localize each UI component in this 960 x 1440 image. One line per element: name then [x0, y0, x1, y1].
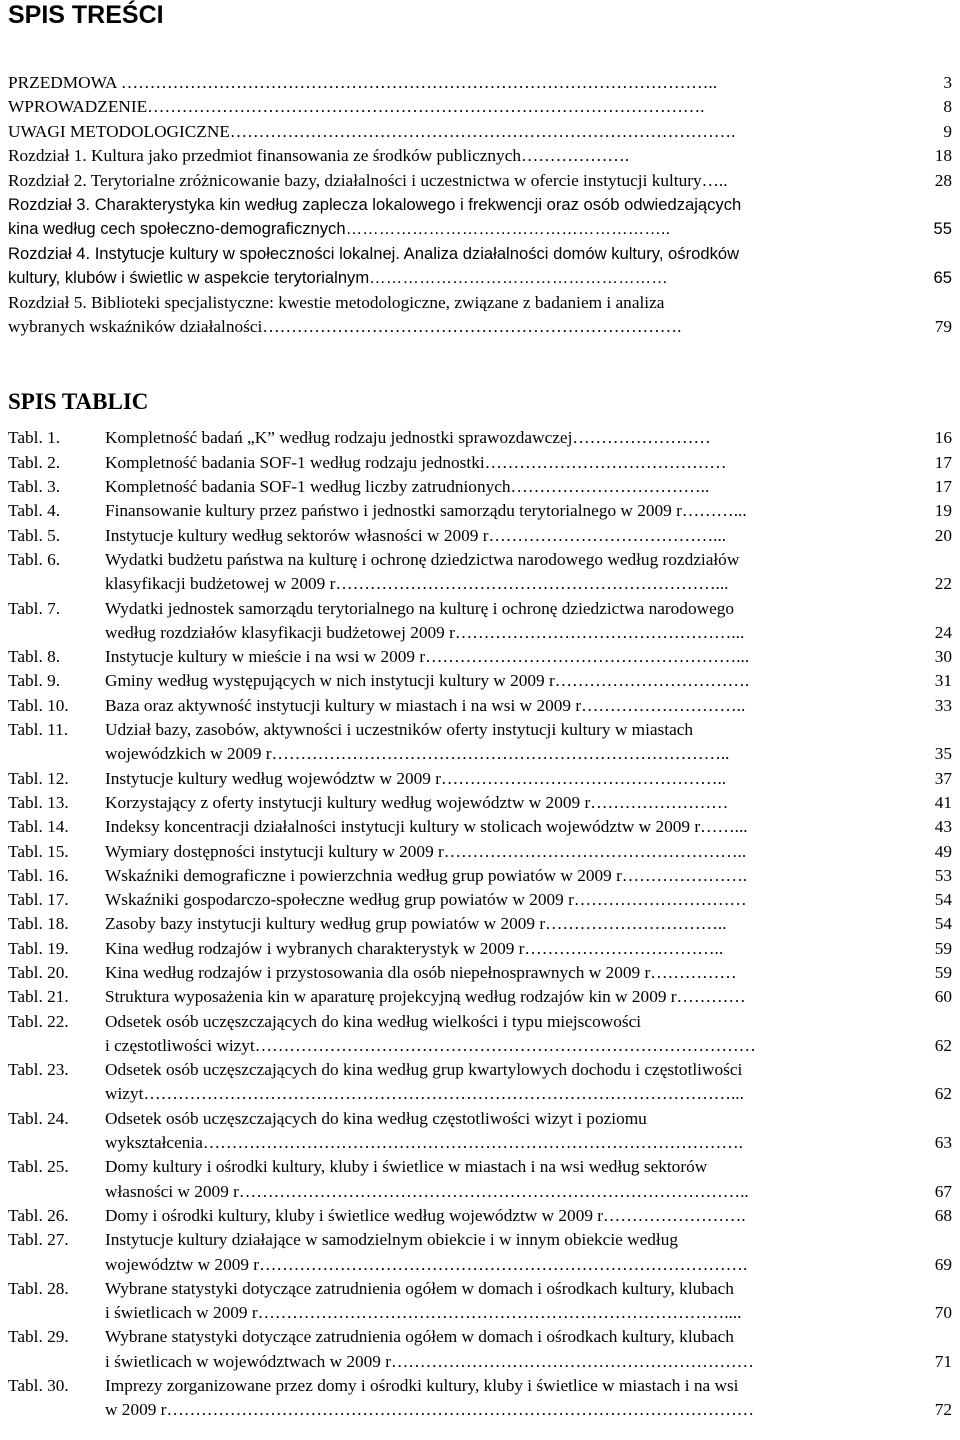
- table-entry-line: [105, 1155, 952, 1179]
- table-entry-body: [105, 499, 952, 523]
- table-list-item[interactable]: [8, 597, 952, 646]
- table-page-number: 24: [934, 622, 952, 642]
- table-entry-line: [105, 1228, 952, 1252]
- toc-page-number: 28: [934, 170, 952, 190]
- table-entry-text: Odsetek osób uczęszczających do kina według częstotliwości wizyt i poziomu: [105, 1108, 647, 1128]
- table-number: Tabl. 22.: [8, 1011, 69, 1031]
- table-entry-line: [105, 548, 952, 572]
- toc-page-number: 79: [934, 317, 952, 337]
- table-entry-text: Domy i ośrodki kultury, kluby i świetlice według województw w 2009 r…………………….: [105, 1205, 746, 1225]
- table-number: Tabl. 20.: [8, 963, 69, 982]
- toc-entry[interactable]: [8, 291, 952, 315]
- table-entry-line: [105, 791, 952, 815]
- table-page-number: 53: [934, 865, 952, 885]
- table-number: Tabl. 9.: [8, 671, 61, 691]
- table-entry-body: [105, 1155, 952, 1204]
- table-entry-text: Instytucje kultury według województw w 2009 r…………………………………………..: [105, 768, 727, 788]
- table-list-item[interactable]: [8, 1010, 952, 1059]
- table-number: Tabl. 24.: [8, 1108, 69, 1128]
- table-list-item[interactable]: [8, 426, 952, 450]
- toc-entry[interactable]: [8, 217, 952, 241]
- table-page-number: 63: [934, 1133, 952, 1153]
- table-entry-line: [105, 426, 952, 450]
- table-entry-line: [105, 1277, 952, 1301]
- table-page-number: 17: [934, 452, 952, 472]
- table-entry-text: Korzystający z oferty instytucji kultury według województw w 2009 r……………………: [105, 792, 729, 812]
- table-list-item[interactable]: [8, 961, 952, 985]
- table-entry-body: [105, 451, 952, 475]
- table-entry-text: Imprezy zorganizowane przez domy i ośrodki kultury, kluby i świetlice w miastach i na wsi: [105, 1376, 739, 1396]
- table-entry-line: [105, 1034, 952, 1058]
- table-list-item[interactable]: [8, 1155, 952, 1204]
- table-page-number: 17: [934, 477, 952, 497]
- toc-entry[interactable]: [8, 266, 952, 290]
- table-entry-text: Instytucje kultury w mieście i na wsi w 2009 r………………………………………………...: [105, 647, 750, 667]
- table-list-item[interactable]: [8, 767, 952, 791]
- table-page-number: 41: [934, 792, 952, 812]
- table-list-item[interactable]: [8, 475, 952, 499]
- table-entry-body: [105, 694, 952, 718]
- table-list-item[interactable]: [8, 1204, 952, 1228]
- table-page-number: 30: [934, 647, 952, 667]
- table-entry-line: [105, 985, 952, 1009]
- toc-entry-text: wybranych wskaźników działalności……………………………………………………………….: [8, 317, 682, 337]
- toc-entry-text: kultury, klubów i świetlic w aspekcie terytorialnym………………………………………………: [8, 268, 668, 288]
- toc-entry[interactable]: [8, 144, 952, 168]
- table-entry-text: Baza oraz aktywność instytucji kultury w miastach i na wsi w 2009 r………………………..: [105, 695, 746, 715]
- toc-entry[interactable]: [8, 193, 952, 217]
- table-entry-line: [105, 961, 952, 985]
- table-number: Tabl. 15.: [8, 841, 69, 861]
- table-entry-text: Odsetek osób uczęszczających do kina według wielkości i typu miejscowości: [105, 1011, 642, 1031]
- table-number: Tabl. 26.: [8, 1205, 69, 1225]
- table-entry-line: [105, 888, 952, 912]
- table-number: Tabl. 18.: [8, 914, 69, 934]
- table-entry-text: i częstotliwości wizyt……………………………………………………………………………: [105, 1035, 756, 1055]
- table-entry-text: Finansowanie kultury przez państwo i jednostki samorządu terytorialnego w 2009 r………...: [105, 501, 747, 521]
- table-entry-text: Kina według rodzajów i wybranych charakterystyk w 2009 r……………………………..: [105, 938, 724, 958]
- table-entry-body: [105, 1204, 952, 1228]
- table-entry-line: [105, 742, 952, 766]
- table-entry-line: [105, 572, 952, 596]
- table-entry-text: klasyfikacji budżetowej w 2009 r…………………………………………………………...: [105, 574, 729, 594]
- table-entry-body: [105, 669, 952, 693]
- table-entry-text: Wymiary dostępności instytucji kultury w 2009 r……………………………………………..: [105, 841, 747, 861]
- table-entry-text: Wskaźniki demograficzne i powierzchnia według grup powiatów w 2009 r………………….: [105, 865, 748, 885]
- table-list-item[interactable]: [8, 888, 952, 912]
- table-entry-text: według rozdziałów klasyfikacji budżetowej 2009 r…………………………………………...: [105, 622, 745, 642]
- table-entry-text: wizyt…………………………………………………………………………………………...: [105, 1084, 744, 1104]
- table-entry-line: [105, 1180, 952, 1204]
- table-number: Tabl. 5.: [8, 525, 61, 545]
- toc-entry[interactable]: [8, 169, 952, 193]
- table-entry-body: [105, 1107, 952, 1156]
- table-number: Tabl. 16.: [8, 865, 69, 885]
- table-number: Tabl. 14.: [8, 817, 69, 837]
- table-entry-body: [105, 718, 952, 767]
- table-entry-line: [105, 767, 952, 791]
- table-entry-body: [105, 985, 952, 1009]
- tables-list: [8, 426, 952, 1422]
- table-entry-text: Odsetek osób uczęszczających do kina według grup kwartylowych dochodu i częstotliwości: [105, 1060, 743, 1080]
- toc-entry-text: PRZEDMOWA …………………………………………………………………………………………..: [8, 73, 718, 92]
- table-page-number: 35: [934, 744, 952, 764]
- table-list-item[interactable]: [8, 548, 952, 597]
- table-entry-line: [105, 524, 952, 548]
- table-page-number: 54: [934, 890, 952, 910]
- table-entry-body: [105, 767, 952, 791]
- table-page-number: 20: [934, 525, 952, 545]
- table-of-contents: [8, 71, 952, 339]
- table-entry-line: [105, 597, 952, 621]
- table-entry-text: Kompletność badania SOF-1 według rodzaju jednostki……………………………………: [105, 452, 727, 472]
- table-entry-body: [105, 645, 952, 669]
- toc-page-number: 18: [934, 146, 952, 166]
- table-entry-body: [105, 1374, 952, 1423]
- toc-entry-text: kina według cech społeczno-demograficznych…………………………………………………..: [8, 219, 671, 239]
- toc-entry[interactable]: [8, 315, 952, 339]
- table-entry-line: [105, 718, 952, 742]
- table-entry-body: [105, 864, 952, 888]
- table-number: Tabl. 7.: [8, 598, 61, 618]
- table-page-number: 62: [934, 1035, 952, 1055]
- table-number: Tabl. 29.: [8, 1327, 69, 1347]
- table-entry-line: [105, 1350, 952, 1374]
- toc-page-number: 55: [933, 219, 952, 239]
- table-page-number: 37: [934, 768, 952, 788]
- table-list-item[interactable]: [8, 718, 952, 767]
- table-entry-text: Wybrane statystyki dotyczące zatrudnienia ogółem w domach i ośrodkach kultury, klubach: [105, 1278, 734, 1298]
- table-page-number: 68: [934, 1205, 952, 1225]
- table-number: Tabl. 11.: [8, 720, 69, 740]
- table-entry-body: [105, 888, 952, 912]
- table-list-item[interactable]: [8, 1228, 952, 1277]
- table-entry-body: [105, 912, 952, 936]
- table-page-number: 60: [934, 987, 952, 1007]
- table-entry-line: [105, 1204, 952, 1228]
- table-page-number: 72: [934, 1400, 952, 1420]
- table-entry-body: [105, 426, 952, 450]
- toc-entry[interactable]: [8, 120, 952, 144]
- table-list-item[interactable]: [8, 815, 952, 839]
- table-entry-line: [105, 840, 952, 864]
- table-number: Tabl. 13.: [8, 792, 69, 812]
- table-number: Tabl. 2.: [8, 452, 61, 472]
- toc-entry[interactable]: [8, 95, 952, 119]
- table-entry-body: [105, 1010, 952, 1059]
- table-page-number: 59: [934, 938, 952, 958]
- table-list-item[interactable]: [8, 1325, 952, 1374]
- table-number: Tabl. 12.: [8, 768, 69, 788]
- toc-entry-text: Rozdział 1. Kultura jako przedmiot finansowania ze środków publicznych……………….: [8, 146, 630, 166]
- table-page-number: 59: [934, 963, 952, 982]
- table-page-number: 69: [934, 1254, 952, 1274]
- table-number: Tabl. 17.: [8, 890, 69, 910]
- table-list-item[interactable]: [8, 937, 952, 961]
- table-entry-line: [105, 451, 952, 475]
- table-number: Tabl. 30.: [8, 1376, 69, 1396]
- table-page-number: 22: [934, 574, 952, 594]
- table-number: Tabl. 23.: [8, 1060, 69, 1080]
- table-entry-line: [105, 1325, 952, 1349]
- table-entry-text: Zasoby bazy instytucji kultury według grup powiatów w 2009 r…………………………..: [105, 914, 727, 934]
- toc-page-number: 3: [943, 73, 952, 92]
- table-list-item[interactable]: [8, 840, 952, 864]
- table-entry-body: [105, 1325, 952, 1374]
- table-page-number: 54: [934, 914, 952, 934]
- table-entry-text: i świetlicach w 2009 r………………………………………………………………………....: [105, 1303, 742, 1323]
- table-entry-body: [105, 475, 952, 499]
- table-entry-text: Indeksy koncentracji działalności instytucji kultury w stolicach województw w 2009 r……...: [105, 817, 748, 837]
- table-list-item[interactable]: [8, 499, 952, 523]
- table-entry-text: w 2009 r…………………………………………………………………………………………: [105, 1400, 755, 1420]
- table-number: Tabl. 6.: [8, 549, 61, 569]
- table-list-item[interactable]: [8, 694, 952, 718]
- table-list-item[interactable]: [8, 451, 952, 475]
- table-list-item[interactable]: [8, 864, 952, 888]
- toc-entry-text: UWAGI METODOLOGICZNE…………………………………………………………………………….: [8, 121, 736, 141]
- toc-entry[interactable]: [8, 242, 952, 266]
- table-entry-text: Wskaźniki gospodarczo-społeczne według grup powiatów w 2009 r…………………………: [105, 890, 747, 910]
- table-entry-body: [105, 524, 952, 548]
- page-title: SPIS TREŚCI: [8, 1, 164, 29]
- table-entry-text: Kompletność badań „K” według rodzaju jednostki sprawozdawczej……………………: [105, 428, 711, 448]
- table-entry-text: Gminy według występujących w nich instytucji kultury w 2009 r…………………………….: [105, 671, 750, 691]
- table-list-item[interactable]: [8, 1058, 952, 1107]
- table-page-number: 16: [934, 428, 952, 448]
- toc-page-number: 9: [943, 121, 952, 141]
- table-entry-text: wojewódzkich w 2009 r……………………………………………………………………..: [105, 744, 730, 764]
- table-entry-line: [105, 912, 952, 936]
- toc-page-number: 8: [943, 97, 952, 117]
- table-list-item[interactable]: [8, 791, 952, 815]
- table-entry-body: [105, 937, 952, 961]
- toc-entry-text: Rozdział 3. Charakterystyka kin według zaplecza lokalowego i frekwencji oraz osób odwiedzających: [8, 195, 742, 215]
- table-entry-text: Instytucje kultury działające w samodzielnym obiekcie i w innym obiekcie według: [105, 1230, 678, 1250]
- toc-entry-text: Rozdział 5. Biblioteki specjalistyczne: kwestie metodologiczne, związane z badaniem i analiza: [8, 292, 665, 312]
- table-number: Tabl. 21.: [8, 987, 69, 1007]
- table-entry-body: [105, 1228, 952, 1277]
- table-entry-line: [105, 1058, 952, 1082]
- table-page-number: 31: [934, 671, 952, 691]
- table-entry-text: i świetlicach w województwach w 2009 r………………………………………………………: [105, 1351, 754, 1371]
- table-entry-line: [105, 499, 952, 523]
- table-entry-line: [105, 1301, 952, 1325]
- table-entry-body: [105, 815, 952, 839]
- table-number: Tabl. 27.: [8, 1230, 69, 1250]
- toc-entry-text: WPROWADZENIE…………………………………………………………………………………….: [8, 97, 705, 117]
- table-entry-text: Udział bazy, zasobów, aktywności i uczestników oferty instytucji kultury w miastach: [105, 720, 694, 740]
- table-entry-text: Struktura wyposażenia kin w aparaturę projekcyjną według rodzajów kin w 2009 r…………: [105, 987, 746, 1007]
- table-entry-line: [105, 694, 952, 718]
- table-entry-body: [105, 961, 952, 985]
- table-entry-body: [105, 597, 952, 646]
- table-page-number: 71: [934, 1351, 952, 1371]
- table-entry-body: [105, 1058, 952, 1107]
- table-entry-line: [105, 1131, 952, 1155]
- table-page-number: 70: [934, 1303, 952, 1323]
- table-entry-line: [105, 815, 952, 839]
- tables-list-title: SPIS TABLIC: [8, 389, 149, 415]
- table-entry-text: Wydatki jednostek samorządu terytorialnego na kulturę i ochronę dziedzictwa narodowego: [105, 598, 735, 618]
- table-list-item[interactable]: [8, 912, 952, 936]
- table-entry-text: Instytucje kultury według sektorów własności w 2009 r…………………………………...: [105, 525, 727, 545]
- table-entry-line: [105, 937, 952, 961]
- table-entry-text: Domy kultury i ośrodki kultury, kluby i świetlice w miastach i na wsi według sektorów: [105, 1157, 708, 1177]
- table-number: Tabl. 19.: [8, 938, 69, 958]
- table-entry-text: Wydatki budżetu państwa na kulturę i ochronę dziedzictwa narodowego według rozdziałów: [105, 549, 740, 569]
- table-entry-text: wykształcenia………………………………………………………………………………….: [105, 1133, 743, 1153]
- table-list-item[interactable]: [8, 985, 952, 1009]
- table-list-item[interactable]: [8, 1277, 952, 1326]
- table-list-item[interactable]: [8, 1374, 952, 1423]
- table-entry-line: [105, 1107, 952, 1131]
- table-number: Tabl. 28.: [8, 1278, 69, 1298]
- toc-entry-text: Rozdział 4. Instytucje kultury w społeczności lokalnej. Analiza działalności domów kultury, ośrodków: [8, 243, 740, 263]
- table-entry-text: własności w 2009 r……………………………………………………………………………..: [105, 1181, 749, 1201]
- table-list-item[interactable]: [8, 645, 952, 669]
- table-entry-text: województw w 2009 r………………………………………………………………………….: [105, 1254, 748, 1274]
- toc-entry[interactable]: [8, 71, 952, 95]
- table-entry-body: [105, 548, 952, 597]
- table-page-number: 19: [934, 501, 952, 521]
- table-entry-line: [105, 621, 952, 645]
- table-page-number: 49: [934, 841, 952, 861]
- table-number: Tabl. 25.: [8, 1157, 69, 1177]
- table-entry-line: [105, 645, 952, 669]
- table-page-number: 43: [934, 817, 952, 837]
- table-number: Tabl. 8.: [8, 647, 61, 667]
- table-entry-line: [105, 1010, 952, 1034]
- table-entry-line: [105, 475, 952, 499]
- table-entry-line: [105, 1374, 952, 1398]
- table-entry-body: [105, 840, 952, 864]
- table-entry-line: [105, 864, 952, 888]
- table-list-item[interactable]: [8, 1107, 952, 1156]
- table-entry-body: [105, 791, 952, 815]
- table-entry-body: [105, 1277, 952, 1326]
- table-entry-line: [105, 1253, 952, 1277]
- table-page-number: 33: [934, 695, 952, 715]
- table-list-item[interactable]: [8, 669, 952, 693]
- table-entry-text: Kompletność badania SOF-1 według liczby zatrudnionych……………………………..: [105, 477, 710, 497]
- toc-entry-text: Rozdział 2. Terytorialne zróżnicowanie bazy, działalności i uczestnictwa w ofercie instytucji kultury…..: [8, 170, 728, 190]
- table-entry-text: Wybrane statystyki dotyczące zatrudnienia ogółem w domach i ośrodkach kultury, klubach: [105, 1327, 734, 1347]
- table-page-number: 67: [934, 1181, 952, 1201]
- table-list-item[interactable]: [8, 524, 952, 548]
- table-number: Tabl. 1.: [8, 428, 61, 448]
- table-number: Tabl. 10.: [8, 695, 69, 715]
- table-entry-line: [105, 669, 952, 693]
- table-page-number: 62: [934, 1084, 952, 1104]
- table-number: Tabl. 3.: [8, 477, 61, 497]
- table-entry-line: [105, 1082, 952, 1106]
- toc-page-number: 65: [933, 268, 952, 288]
- table-entry-line: [105, 1398, 952, 1422]
- table-entry-text: Kina według rodzajów i przystosowania dla osób niepełnosprawnych w 2009 r……………: [105, 963, 737, 982]
- table-number: Tabl. 4.: [8, 501, 61, 521]
